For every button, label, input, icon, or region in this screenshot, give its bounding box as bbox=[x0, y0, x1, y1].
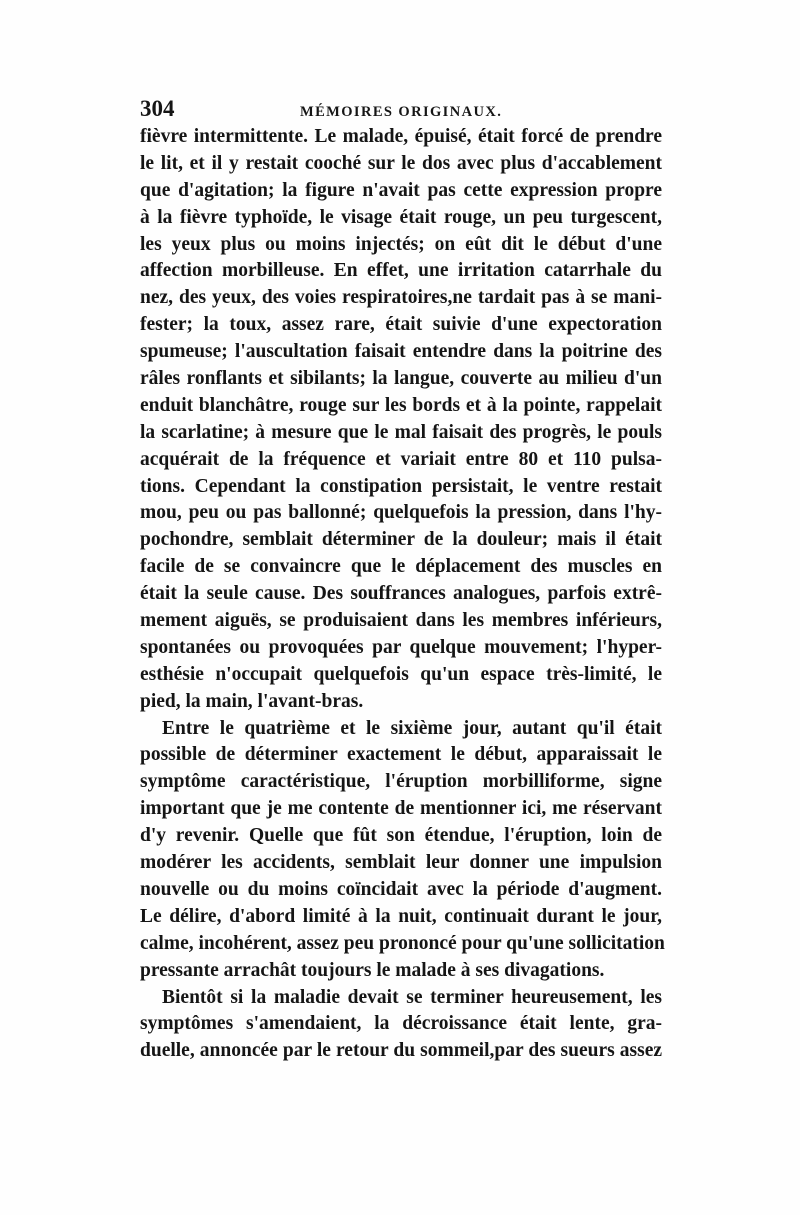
text-line: la scarlatine; à mesure que le mal faisait des progrès, le pouls bbox=[140, 421, 662, 443]
text-line: esthésie n'occupait quelquefois qu'un espace très-limité, le bbox=[140, 663, 662, 685]
text-line: symptômes s'amendaient, la décroissance était lente, gra- bbox=[140, 1013, 662, 1035]
text-line: possible de déterminer exactement le début, apparaissait le bbox=[140, 744, 662, 766]
body-text bbox=[140, 124, 665, 1065]
text-line: Le délire, d'abord limité à la nuit, continuait durant le jour, bbox=[140, 905, 662, 927]
text-line: facile de se convaincre que le déplacement des muscles en bbox=[140, 556, 662, 578]
text-line: symptôme caractéristique, l'éruption morbilliforme, signe bbox=[140, 771, 662, 793]
page-number: 304 bbox=[140, 96, 175, 121]
text-line: nez, des yeux, des voies respiratoires,ne tardait pas à se mani- bbox=[140, 287, 662, 309]
text-line: les yeux plus ou moins injectés; on eût dit le début d'une bbox=[140, 233, 662, 255]
text-line: pochondre, semblait déterminer de la douleur; mais il était bbox=[140, 529, 662, 551]
text-line: était la seule cause. Des souffrances analogues, parfois extrê- bbox=[140, 583, 662, 605]
text-line: modérer les accidents, semblait leur donner une impulsion bbox=[140, 852, 662, 874]
paragraph-end-line: pressante arrachât toujours le malade à ses divagations. bbox=[140, 959, 605, 981]
paragraph-end-line: pied, la main, l'avant-bras. bbox=[140, 690, 364, 712]
text-line: mement aiguës, se produisaient dans les membres inférieurs, bbox=[140, 610, 662, 632]
text-line: que d'agitation; la figure n'avait pas cette expression propre bbox=[140, 179, 662, 201]
text-line: d'y revenir. Quelle que fût son étendue, l'éruption, loin de bbox=[140, 825, 662, 847]
text-line: affection morbilleuse. En effet, une irritation catarrhale du bbox=[140, 260, 662, 282]
text-line: spumeuse; l'auscultation faisait entendre dans la poitrine des bbox=[140, 341, 662, 363]
text-line: calme, incohérent, assez peu prononcé pour qu'une sollicitation bbox=[140, 932, 665, 954]
text-line: duelle, annoncée par le retour du sommeil,par des sueurs assez bbox=[140, 1040, 662, 1062]
paragraph-start-line: Bientôt si la maladie devait se terminer heureusement, les bbox=[162, 986, 662, 1008]
text-line: tions. Cependant la constipation persistait, le ventre restait bbox=[140, 475, 662, 497]
text-line: spontanées ou provoquées par quelque mouvement; l'hyper- bbox=[140, 636, 662, 658]
text-line: acquérait de la fréquence et variait entre 80 et 110 pulsa- bbox=[140, 448, 662, 470]
page-header bbox=[140, 94, 662, 128]
text-line: fester; la toux, assez rare, était suivie d'une expectoration bbox=[140, 314, 662, 336]
text-line: râles ronflants et sibilants; la langue, couverte au milieu d'un bbox=[140, 368, 662, 390]
text-line: fièvre intermittente. Le malade, épuisé, était forcé de prendre bbox=[140, 126, 662, 147]
text-line: important que je me contente de mentionner ici, me réservant bbox=[140, 798, 662, 820]
paragraph-start-line: Entre le quatrième et le sixième jour, autant qu'il était bbox=[162, 717, 662, 739]
text-line: mou, peu ou pas ballonné; quelquefois la pression, dans l'hy- bbox=[140, 502, 662, 524]
running-title: MÉMOIRES ORIGINAUX. bbox=[300, 104, 503, 120]
text-line: enduit blanchâtre, rouge sur les bords et à la pointe, rappelait bbox=[140, 394, 662, 416]
text-line: nouvelle ou du moins coïncidait avec la période d'augment. bbox=[140, 878, 662, 900]
text-line: le lit, et il y restait cooché sur le dos avec plus d'accablement bbox=[140, 152, 662, 174]
text-line: à la fièvre typhoïde, le visage était rouge, un peu turgescent, bbox=[140, 206, 662, 228]
